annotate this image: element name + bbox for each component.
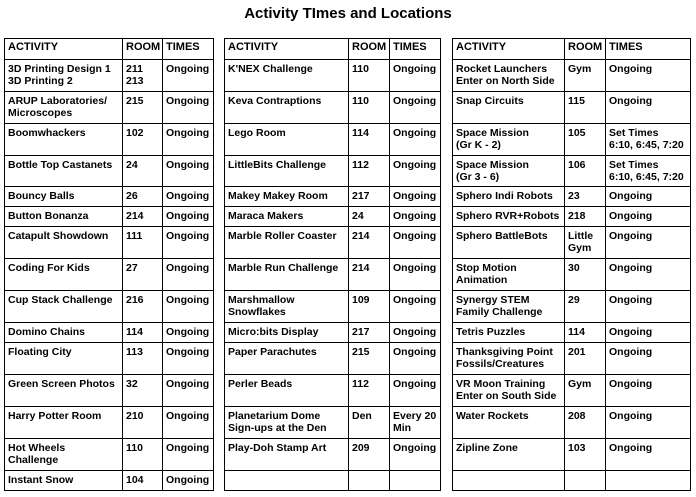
- cell-times: Ongoing: [163, 343, 214, 375]
- cell-times: Ongoing: [163, 124, 214, 156]
- table-row: [5, 323, 214, 343]
- cell-times: Ongoing: [163, 207, 214, 227]
- cell-times: Ongoing: [606, 343, 691, 375]
- activity-table-3: [452, 38, 691, 491]
- cell-activity: Domino Chains: [5, 323, 123, 343]
- cell-activity: [225, 471, 349, 491]
- cell-times: Ongoing: [163, 375, 214, 407]
- cell-room: 102: [123, 124, 163, 156]
- cell-times: Ongoing: [163, 92, 214, 124]
- cell-activity: Lego Room: [225, 124, 349, 156]
- table-row: [225, 291, 441, 323]
- cell-times: Every 20 Min: [390, 407, 441, 439]
- cell-activity: Water Rockets: [453, 407, 565, 439]
- cell-activity: Micro:bits Display: [225, 323, 349, 343]
- cell-room: 214: [349, 227, 390, 259]
- cell-room: 216: [123, 291, 163, 323]
- table-row: [453, 259, 691, 291]
- cell-times: Ongoing: [390, 259, 441, 291]
- cell-room: 217: [349, 323, 390, 343]
- cell-activity: Green Screen Photos: [5, 375, 123, 407]
- cell-room: 103: [565, 439, 606, 471]
- table-row: [5, 439, 214, 471]
- cell-room: 105: [565, 124, 606, 156]
- table-row: [225, 187, 441, 207]
- cell-room: 24: [123, 156, 163, 187]
- cell-times: Ongoing: [390, 375, 441, 407]
- cell-room: Den: [349, 407, 390, 439]
- cell-times: Ongoing: [390, 156, 441, 187]
- cell-times: Set Times 6:10, 6:45, 7:20: [606, 156, 691, 187]
- cell-activity: Play-Doh Stamp Art: [225, 439, 349, 471]
- cell-activity: Space Mission (Gr K - 2): [453, 124, 565, 156]
- cell-times: Ongoing: [163, 227, 214, 259]
- cell-times: Ongoing: [390, 323, 441, 343]
- table-row: [453, 471, 691, 491]
- cell-activity: Zipline Zone: [453, 439, 565, 471]
- table-row: [5, 187, 214, 207]
- cell-times: Ongoing: [163, 323, 214, 343]
- cell-room: 201: [565, 343, 606, 375]
- cell-times: Ongoing: [163, 407, 214, 439]
- cell-times: Ongoing: [606, 291, 691, 323]
- table-row: [5, 227, 214, 259]
- cell-activity: Marble Roller Coaster: [225, 227, 349, 259]
- page-title: Activity TImes and Locations: [244, 5, 452, 22]
- cell-room: 215: [349, 343, 390, 375]
- cell-activity: Cup Stack Challenge: [5, 291, 123, 323]
- cell-activity: Maraca Makers: [225, 207, 349, 227]
- table-row: [5, 92, 214, 124]
- cell-room: 112: [349, 375, 390, 407]
- table-row: [5, 156, 214, 187]
- cell-room: 30: [565, 259, 606, 291]
- cell-times: Ongoing: [163, 439, 214, 471]
- table-row: [225, 207, 441, 227]
- cell-times: Ongoing: [606, 407, 691, 439]
- cell-times: Ongoing: [390, 227, 441, 259]
- cell-times: Ongoing: [606, 60, 691, 92]
- cell-times: Ongoing: [390, 124, 441, 156]
- table-row: [453, 207, 691, 227]
- cell-times: Ongoing: [606, 92, 691, 124]
- table-row: [225, 259, 441, 291]
- cell-activity: Harry Potter Room: [5, 407, 123, 439]
- cell-activity: Synergy STEM Family Challenge: [453, 291, 565, 323]
- cell-activity: Bouncy Balls: [5, 187, 123, 207]
- table-row: [5, 124, 214, 156]
- cell-room: 211 213: [123, 60, 163, 92]
- cell-room: 26: [123, 187, 163, 207]
- cell-activity: Rocket Launchers Enter on North Side: [453, 60, 565, 92]
- cell-room: 113: [123, 343, 163, 375]
- cell-activity: Thanksgiving Point Fossils/Creatures: [453, 343, 565, 375]
- cell-activity: [453, 471, 565, 491]
- cell-times: Ongoing: [390, 291, 441, 323]
- cell-times: Ongoing: [606, 207, 691, 227]
- cell-activity: Sphero Indi Robots: [453, 187, 565, 207]
- table-row: [225, 227, 441, 259]
- table-row: [5, 291, 214, 323]
- cell-times: Ongoing: [390, 343, 441, 375]
- cell-times: Ongoing: [390, 60, 441, 92]
- table-row: [5, 471, 214, 491]
- cell-room: 24: [349, 207, 390, 227]
- table-row: [453, 92, 691, 124]
- cell-activity: Boomwhackers: [5, 124, 123, 156]
- cell-room: 112: [349, 156, 390, 187]
- table-row: [225, 407, 441, 439]
- cell-room: 104: [123, 471, 163, 491]
- cell-room: [565, 471, 606, 491]
- cell-room: 106: [565, 156, 606, 187]
- cell-times: Ongoing: [390, 187, 441, 207]
- cell-times: Ongoing: [390, 439, 441, 471]
- table-row: [5, 407, 214, 439]
- table-row: [5, 375, 214, 407]
- cell-times: Ongoing: [606, 227, 691, 259]
- cell-activity: Planetarium Dome Sign-ups at the Den: [225, 407, 349, 439]
- cell-activity: Paper Parachutes: [225, 343, 349, 375]
- cell-room: 215: [123, 92, 163, 124]
- cell-activity: Stop Motion Animation: [453, 259, 565, 291]
- table-row: [453, 187, 691, 207]
- cell-activity: ARUP Laboratories/ Microscopes: [5, 92, 123, 124]
- cell-activity: Bottle Top Castanets: [5, 156, 123, 187]
- table-row: [453, 124, 691, 156]
- cell-activity: Coding For Kids: [5, 259, 123, 291]
- cell-room: 110: [349, 92, 390, 124]
- cell-room: 209: [349, 439, 390, 471]
- table-row: [453, 227, 691, 259]
- cell-activity: Space Mission (Gr 3 - 6): [453, 156, 565, 187]
- cell-room: 115: [565, 92, 606, 124]
- table-row: [453, 375, 691, 407]
- cell-activity: Sphero BattleBots: [453, 227, 565, 259]
- header-activity: ACTIVITY: [453, 39, 565, 60]
- table-row: [453, 60, 691, 92]
- cell-times: Ongoing: [163, 60, 214, 92]
- cell-times: Ongoing: [163, 259, 214, 291]
- cell-times: Ongoing: [390, 92, 441, 124]
- table-row: [453, 323, 691, 343]
- cell-room: 217: [349, 187, 390, 207]
- table-row: [453, 439, 691, 471]
- table-row: [225, 439, 441, 471]
- table-row: [225, 60, 441, 92]
- table-row: [225, 343, 441, 375]
- cell-times: Ongoing: [606, 259, 691, 291]
- cell-room: 109: [349, 291, 390, 323]
- cell-activity: Marble Run Challenge: [225, 259, 349, 291]
- cell-room: 23: [565, 187, 606, 207]
- cell-activity: Catapult Showdown: [5, 227, 123, 259]
- cell-room: 218: [565, 207, 606, 227]
- table-row: [5, 60, 214, 92]
- cell-times: Ongoing: [163, 187, 214, 207]
- cell-room: 29: [565, 291, 606, 323]
- table-row: [5, 259, 214, 291]
- table-row: [225, 92, 441, 124]
- cell-room: 32: [123, 375, 163, 407]
- cell-activity: Makey Makey Room: [225, 187, 349, 207]
- cell-activity: Instant Snow: [5, 471, 123, 491]
- table-row: [225, 124, 441, 156]
- cell-room: 111: [123, 227, 163, 259]
- cell-room: 27: [123, 259, 163, 291]
- cell-times: Set Times 6:10, 6:45, 7:20: [606, 124, 691, 156]
- cell-times: Ongoing: [163, 471, 214, 491]
- table-row: [225, 323, 441, 343]
- header-times: TIMES: [390, 39, 441, 60]
- cell-room: 208: [565, 407, 606, 439]
- cell-activity: Tetris Puzzles: [453, 323, 565, 343]
- cell-room: 114: [349, 124, 390, 156]
- cell-activity: Floating City: [5, 343, 123, 375]
- cell-room: Gym: [565, 60, 606, 92]
- header-times: TIMES: [606, 39, 691, 60]
- cell-room: 110: [123, 439, 163, 471]
- header-activity: ACTIVITY: [225, 39, 349, 60]
- header-room: ROOM: [349, 39, 390, 60]
- cell-activity: Snap Circuits: [453, 92, 565, 124]
- cell-room: [349, 471, 390, 491]
- cell-activity: LittleBits Challenge: [225, 156, 349, 187]
- cell-room: 210: [123, 407, 163, 439]
- cell-activity: K'NEX Challenge: [225, 60, 349, 92]
- header-times: TIMES: [163, 39, 214, 60]
- header-room: ROOM: [565, 39, 606, 60]
- table-row: [453, 343, 691, 375]
- cell-room: Gym: [565, 375, 606, 407]
- activity-table-2: [224, 38, 441, 491]
- cell-room: 214: [349, 259, 390, 291]
- cell-activity: Sphero RVR+Robots: [453, 207, 565, 227]
- cell-times: [606, 471, 691, 491]
- cell-room: 114: [565, 323, 606, 343]
- cell-times: [390, 471, 441, 491]
- cell-activity: VR Moon Training Enter on South Side: [453, 375, 565, 407]
- table-row: [225, 375, 441, 407]
- cell-times: Ongoing: [606, 375, 691, 407]
- table-row: [453, 156, 691, 187]
- cell-activity: 3D Printing Design 1 3D Printing 2: [5, 60, 123, 92]
- table-row: [453, 291, 691, 323]
- cell-room: 114: [123, 323, 163, 343]
- cell-room: Little Gym: [565, 227, 606, 259]
- cell-room: 110: [349, 60, 390, 92]
- header-activity: ACTIVITY: [5, 39, 123, 60]
- cell-activity: Marshmallow Snowflakes: [225, 291, 349, 323]
- cell-times: Ongoing: [606, 323, 691, 343]
- cell-room: 214: [123, 207, 163, 227]
- table-row: [453, 407, 691, 439]
- cell-activity: Button Bonanza: [5, 207, 123, 227]
- table-row: [5, 207, 214, 227]
- cell-times: Ongoing: [163, 156, 214, 187]
- table-row: [225, 156, 441, 187]
- table-row: [5, 343, 214, 375]
- table-row: [225, 471, 441, 491]
- cell-times: Ongoing: [606, 187, 691, 207]
- activity-table-1: [4, 38, 214, 491]
- cell-activity: Keva Contraptions: [225, 92, 349, 124]
- cell-activity: Hot Wheels Challenge: [5, 439, 123, 471]
- cell-times: Ongoing: [163, 291, 214, 323]
- cell-activity: Perler Beads: [225, 375, 349, 407]
- header-room: ROOM: [123, 39, 163, 60]
- cell-times: Ongoing: [606, 439, 691, 471]
- cell-times: Ongoing: [390, 207, 441, 227]
